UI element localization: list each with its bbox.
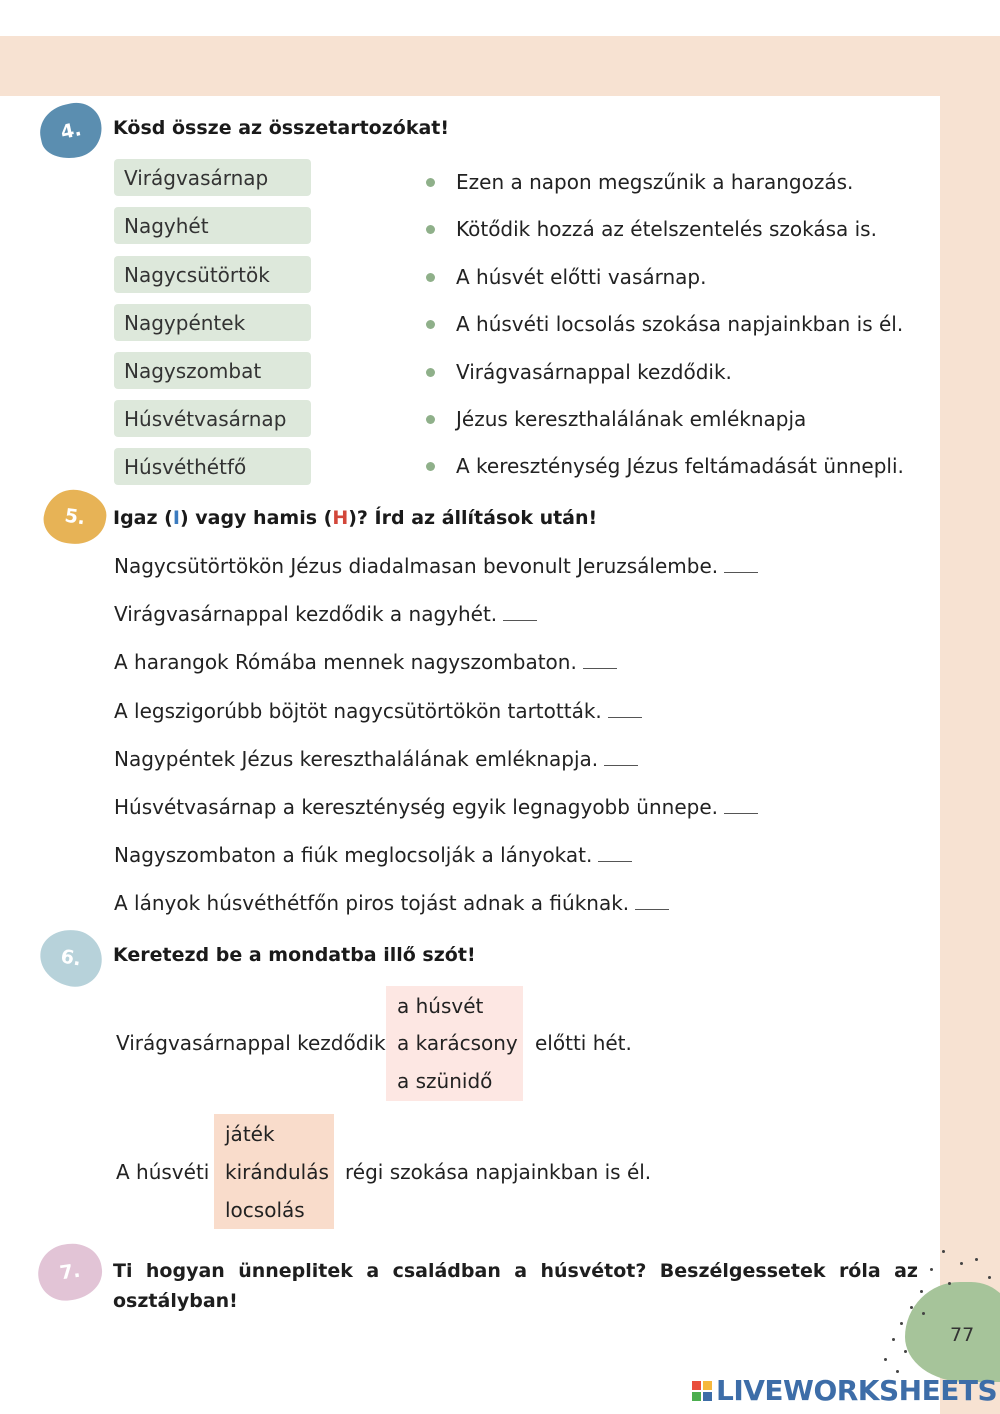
sparkle-dot — [910, 1306, 913, 1309]
page-number: 77 — [950, 1324, 975, 1346]
statement-row — [114, 747, 638, 771]
match-term[interactable]: Nagyhét — [114, 207, 311, 244]
option-word[interactable]: locsolás — [225, 1198, 305, 1222]
option-word[interactable]: a húsvét — [397, 994, 484, 1018]
sparkle-dot — [960, 1262, 963, 1265]
match-term[interactable]: Nagyszombat — [114, 352, 311, 389]
statement-row — [114, 891, 669, 915]
sparkle-dot — [988, 1276, 991, 1279]
exercise-6-number: 6. — [59, 945, 83, 971]
answer-blank[interactable] — [608, 713, 642, 718]
sparkle-dot — [900, 1322, 903, 1325]
title-part: ) vagy hamis ( — [179, 507, 333, 529]
statement-text: Nagypéntek Jézus kereszthalálának emléknapja. — [114, 747, 599, 771]
match-dot[interactable] — [426, 225, 435, 234]
match-dot[interactable] — [426, 320, 435, 329]
sparkle-dot — [892, 1338, 895, 1341]
sparkle-dot — [942, 1250, 945, 1253]
match-description[interactable] — [426, 265, 706, 289]
match-dot[interactable] — [426, 178, 435, 187]
match-description-text: Virágvasárnappal kezdődik. — [456, 360, 732, 384]
statement-text: Virágvasárnappal kezdődik a nagyhét. — [114, 602, 498, 626]
match-term[interactable]: Húsvéthétfő — [114, 448, 311, 485]
statement-row — [114, 699, 642, 723]
sparkle-dot — [975, 1258, 978, 1261]
answer-blank[interactable] — [724, 809, 758, 814]
right-decor-band — [940, 36, 1000, 1414]
sparkle-dot — [920, 1290, 923, 1293]
logo-square — [703, 1392, 712, 1401]
sparkle-dot — [930, 1268, 933, 1271]
logo-square — [692, 1381, 701, 1390]
match-description[interactable] — [426, 407, 806, 431]
match-dot[interactable] — [426, 415, 435, 424]
exercise-4-number: 4. — [58, 118, 84, 144]
false-letter: H — [332, 507, 349, 529]
exercise-5-number: 5. — [63, 504, 87, 530]
true-letter: I — [172, 507, 180, 529]
option-word[interactable]: kirándulás — [225, 1160, 329, 1184]
exercise-6-title: Keretezd be a mondatba illő szót! — [113, 944, 476, 966]
sparkle-dot — [904, 1350, 907, 1353]
top-decor-band — [0, 36, 1000, 96]
answer-blank[interactable] — [724, 568, 758, 573]
sparkle-dot — [896, 1370, 899, 1373]
liveworksheets-logo — [692, 1374, 997, 1407]
sentence-1-after: előtti hét. — [535, 1031, 632, 1055]
match-dot[interactable] — [426, 273, 435, 282]
sentence-2-before: A húsvéti — [116, 1160, 210, 1184]
title-part: Igaz ( — [113, 507, 173, 529]
sentence-2-after: régi szokása napjainkban is él. — [345, 1160, 652, 1184]
exercise-7-title: Ti hogyan ünneplitek a családban a húsvétot? Beszélgessetek róla az osztályban! — [113, 1260, 918, 1312]
option-word[interactable]: a karácsony — [397, 1031, 518, 1055]
option-word[interactable]: a szünidő — [397, 1069, 493, 1093]
statement-text: Nagycsütörtökön Jézus diadalmasan bevonult Jeruzsálembe. — [114, 554, 719, 578]
match-term[interactable]: Nagycsütörtök — [114, 256, 311, 293]
match-description[interactable] — [426, 360, 732, 384]
statement-row — [114, 554, 758, 578]
statement-text: A lányok húsvéthétfőn piros tojást adnak a fiúknak. — [114, 891, 630, 915]
logo-square — [692, 1392, 701, 1401]
exercise-4-title: Kösd össze az összetartozókat! — [113, 117, 450, 139]
statement-text: A legszigorúbb böjtöt nagycsütörtökön tartották. — [114, 699, 602, 723]
match-description-text: A húsvéti locsolás szokása napjainkban is él. — [456, 312, 904, 336]
match-dot[interactable] — [426, 368, 435, 377]
match-description[interactable] — [426, 312, 903, 336]
match-description-text: Kötődik hozzá az ételszentelés szokása is. — [456, 217, 877, 241]
match-description-text: Jézus kereszthalálának emléknapja — [456, 407, 807, 431]
statement-text: Nagyszombaton a fiúk meglocsolják a lányokat. — [114, 843, 593, 867]
match-term[interactable]: Nagypéntek — [114, 304, 311, 341]
match-term[interactable]: Virágvasárnap — [114, 159, 311, 196]
answer-blank[interactable] — [583, 664, 617, 669]
exercise-7-number: 7. — [58, 1259, 82, 1285]
match-dot[interactable] — [426, 462, 435, 471]
statement-text: Húsvétvasárnap a kereszténység egyik legnagyobb ünnepe. — [114, 795, 718, 819]
answer-blank[interactable] — [598, 857, 632, 862]
brand-name: LIVEWORKSHEETS — [716, 1374, 998, 1407]
statement-row — [114, 602, 537, 626]
answer-blank[interactable] — [604, 761, 638, 766]
logo-square — [703, 1381, 712, 1390]
sparkle-dot — [922, 1312, 925, 1315]
sentence-1-before: Virágvasárnappal kezdődik — [116, 1031, 386, 1055]
match-description-text: Ezen a napon megszűnik a harangozás. — [456, 170, 854, 194]
sparkle-dot — [884, 1358, 887, 1361]
statement-row — [114, 650, 617, 674]
statement-row — [114, 795, 758, 819]
match-description[interactable] — [426, 454, 904, 478]
match-description-text: A húsvét előtti vasárnap. — [456, 265, 707, 289]
answer-blank[interactable] — [635, 905, 669, 910]
answer-blank[interactable] — [503, 616, 537, 621]
logo-icon — [692, 1381, 712, 1401]
match-term[interactable]: Húsvétvasárnap — [114, 400, 311, 437]
statement-row — [114, 843, 632, 867]
match-description[interactable] — [426, 217, 877, 241]
option-word[interactable]: játék — [225, 1122, 275, 1146]
exercise-5-title — [113, 507, 597, 529]
match-description[interactable] — [426, 170, 853, 194]
statement-text: A harangok Rómába mennek nagyszombaton. — [114, 650, 577, 674]
sparkle-dot — [948, 1282, 951, 1285]
title-part: )? Írd az állítások után! — [348, 507, 598, 529]
match-description-text: A kereszténység Jézus feltámadását ünnepli. — [456, 454, 904, 478]
